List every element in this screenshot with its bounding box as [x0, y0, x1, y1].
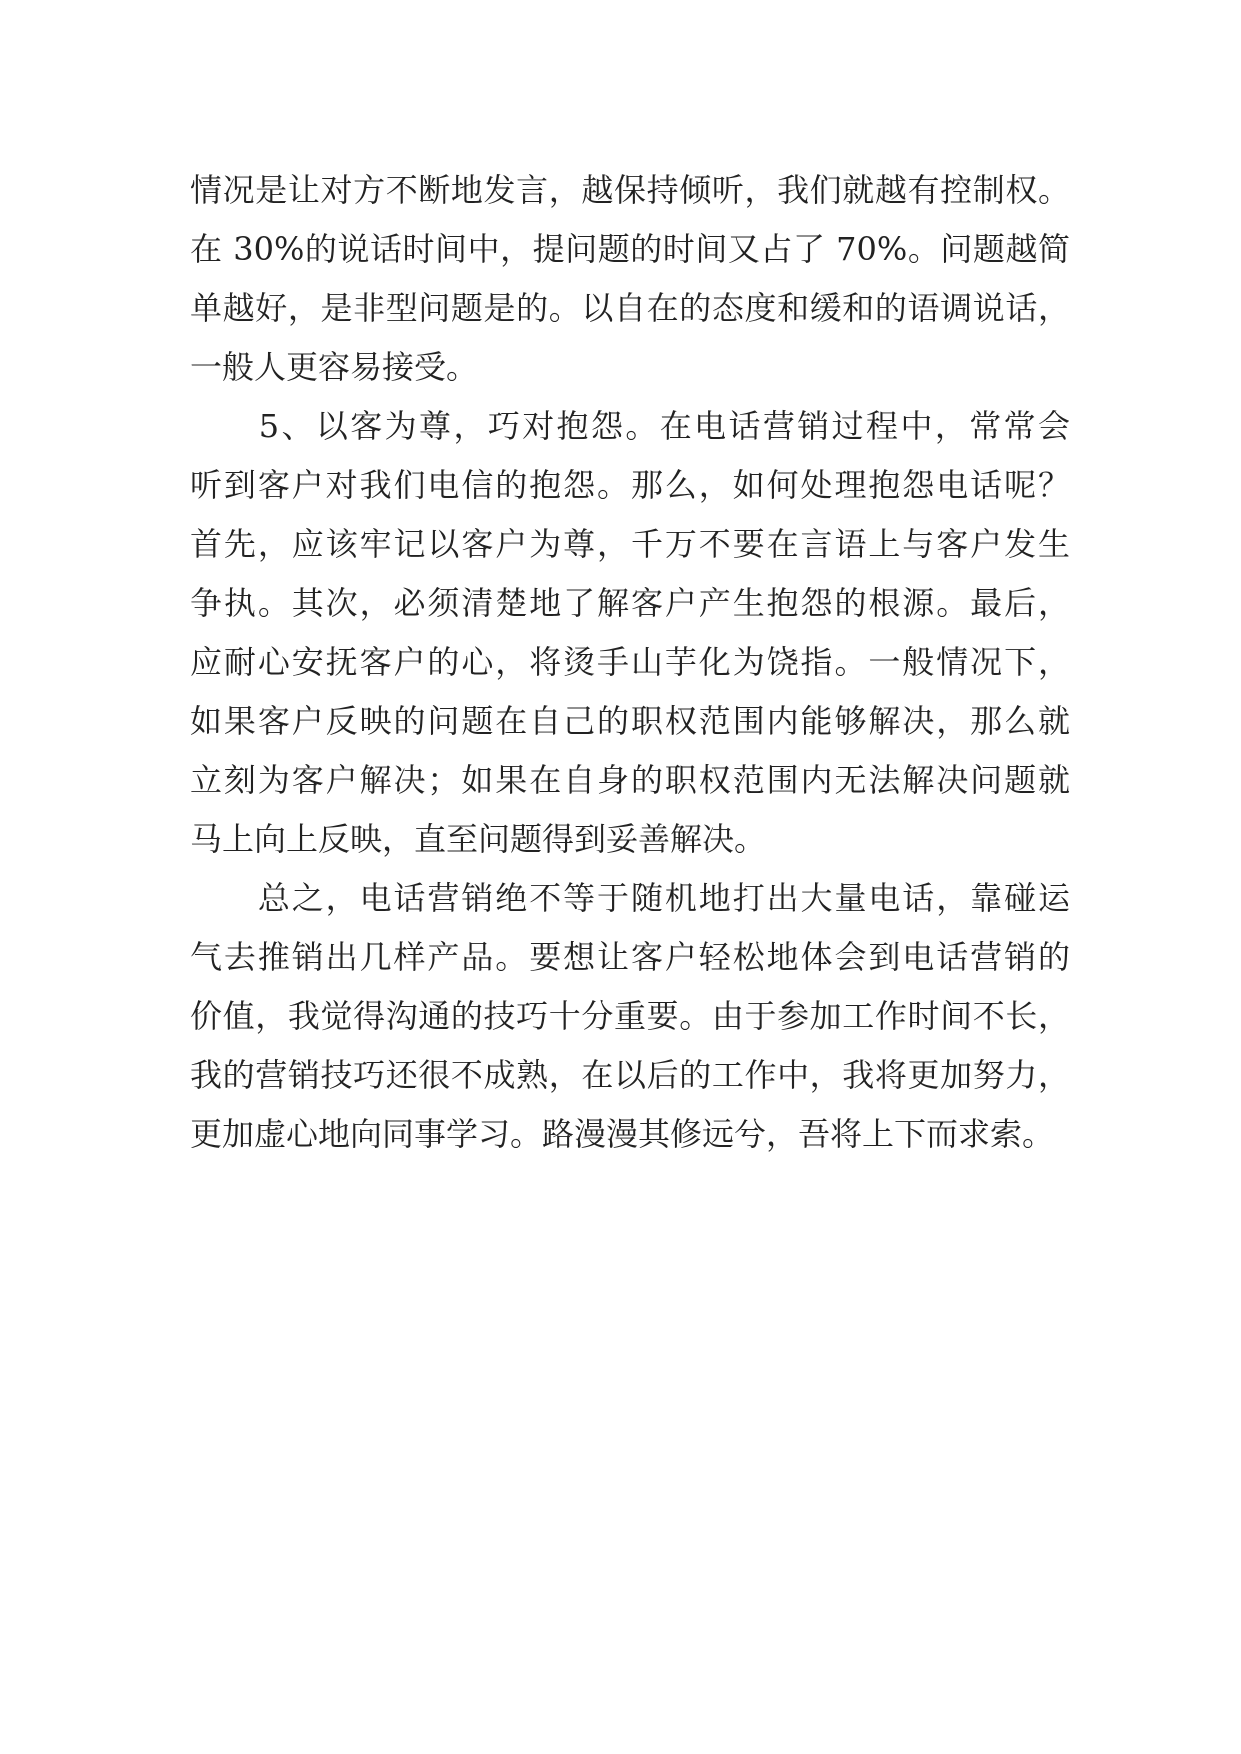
text-line: 5、以客为尊，巧对抱怨。在电话营销过程中，常常会	[190, 407, 1070, 445]
text-line: 首先，应该牢记以客户为尊，千万不要在言语上与客户发生	[190, 525, 1070, 563]
text-line: 更加虚心地向同事学习。路漫漫其修远兮，吾将上下而求索。	[190, 1115, 1055, 1153]
text-line: 立刻为客户解决；如果在自身的职权范围内无法解决问题就	[190, 761, 1070, 799]
text-line: 总之，电话营销绝不等于随机地打出大量电话，靠碰运	[190, 879, 1070, 917]
text-line: 情况是让对方不断地发言，越保持倾听，我们就越有控制权。	[190, 171, 1070, 209]
text-line: 一般人更容易接受。	[190, 348, 479, 386]
document-body	[190, 161, 1070, 1164]
text-line: 如果客户反映的问题在自己的职权范围内能够解决，那么就	[190, 702, 1070, 740]
text-line: 价值，我觉得沟通的技巧十分重要。由于参加工作时间不长，	[190, 997, 1070, 1035]
text-line: 应耐心安抚客户的心，将烫手山芋化为饶指。一般情况下，	[190, 643, 1070, 681]
text-line: 气去推销出几样产品。要想让客户轻松地体会到电话营销的	[190, 938, 1070, 976]
text-line: 马上向上反映，直至问题得到妥善解决。	[190, 820, 767, 858]
text-line: 争执。其次，必须清楚地了解客户产生抱怨的根源。最后，	[190, 584, 1070, 622]
text-line: 我的营销技巧还很不成熟，在以后的工作中，我将更加努力，	[190, 1056, 1070, 1094]
text-line: 在 30%的说话时间中，提问题的时间又占了 70%。问题越简	[190, 230, 1070, 268]
text-line: 听到客户对我们电信的抱怨。那么，如何处理抱怨电话呢？	[190, 466, 1070, 504]
text-line: 单越好，是非型问题是的。以自在的态度和缓和的语调说话，	[190, 289, 1070, 327]
